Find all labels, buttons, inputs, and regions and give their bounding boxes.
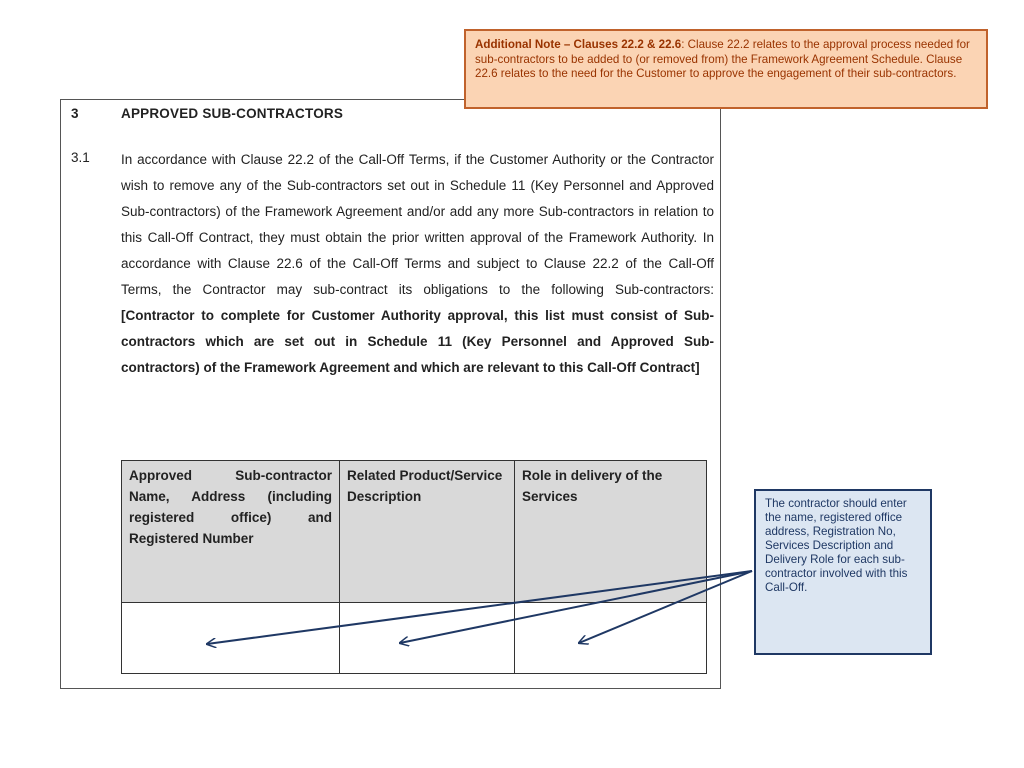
document-frame — [60, 99, 721, 689]
paragraph-number: 3.1 — [71, 150, 90, 165]
table-header-row — [122, 461, 707, 603]
contractor-guidance-callout: The contractor should enter the name, registered office address, Registration No, Services Description and Delivery Role for each sub-contractor involved with this Call-Off. — [754, 489, 932, 655]
section-title: APPROVED SUB-CONTRACTORS — [121, 106, 344, 121]
header-product-service: Related Product/Service Description — [340, 461, 515, 603]
table-row — [122, 603, 707, 674]
subcontractor-table — [121, 460, 707, 674]
paragraph-text: In accordance with Clause 22.2 of the Call-Off Terms, if the Customer Authority or the Contractor wish to remove any of the Sub-contractors set out in Schedule 11 (Key Personnel and Approved Sub-contractors) of the Framework Agreement and/or add any more Sub-contractors in relation to this Call-Off Contract, they must obtain the prior written approval of the Framework Authority. In accordance with Clause 22.6 of the Call-Off Terms and subject to Clause 22.2 of the Call-Off Terms, the Contractor may sub-contract its obligations to the following Sub-contractors: — [121, 152, 714, 297]
note-heading: Additional Note – Clauses 22.2 & 22.6 — [475, 38, 682, 51]
section-number: 3 — [71, 106, 79, 121]
cell-product-service[interactable] — [340, 603, 515, 674]
cell-subcontractor-name[interactable] — [122, 603, 340, 674]
header-delivery-role: Role in delivery of the Services — [515, 461, 707, 603]
header-subcontractor-name: Approved Sub-contractor Name, Address (including registered office) and Registered Number — [122, 461, 340, 603]
cell-delivery-role[interactable] — [515, 603, 707, 674]
note-text: : Clause 22.2 relates to the approval process needed for sub-contractors to be added to (or removed from) the Framework Agreement Schedule. Clause 22.6 relates to the need for the Customer to approve the engagement of their sub-contractors. — [475, 38, 970, 80]
additional-note-callout — [464, 29, 988, 109]
paragraph-body — [121, 147, 714, 381]
paragraph-instruction: [Contractor to complete for Customer Authority approval, this list must consist of Sub-contractors which are set out in Schedule 11 (Key Personnel and Approved Sub-contractors) of the Framework Agreement and which are relevant to this Call-Off Contract] — [121, 308, 714, 375]
